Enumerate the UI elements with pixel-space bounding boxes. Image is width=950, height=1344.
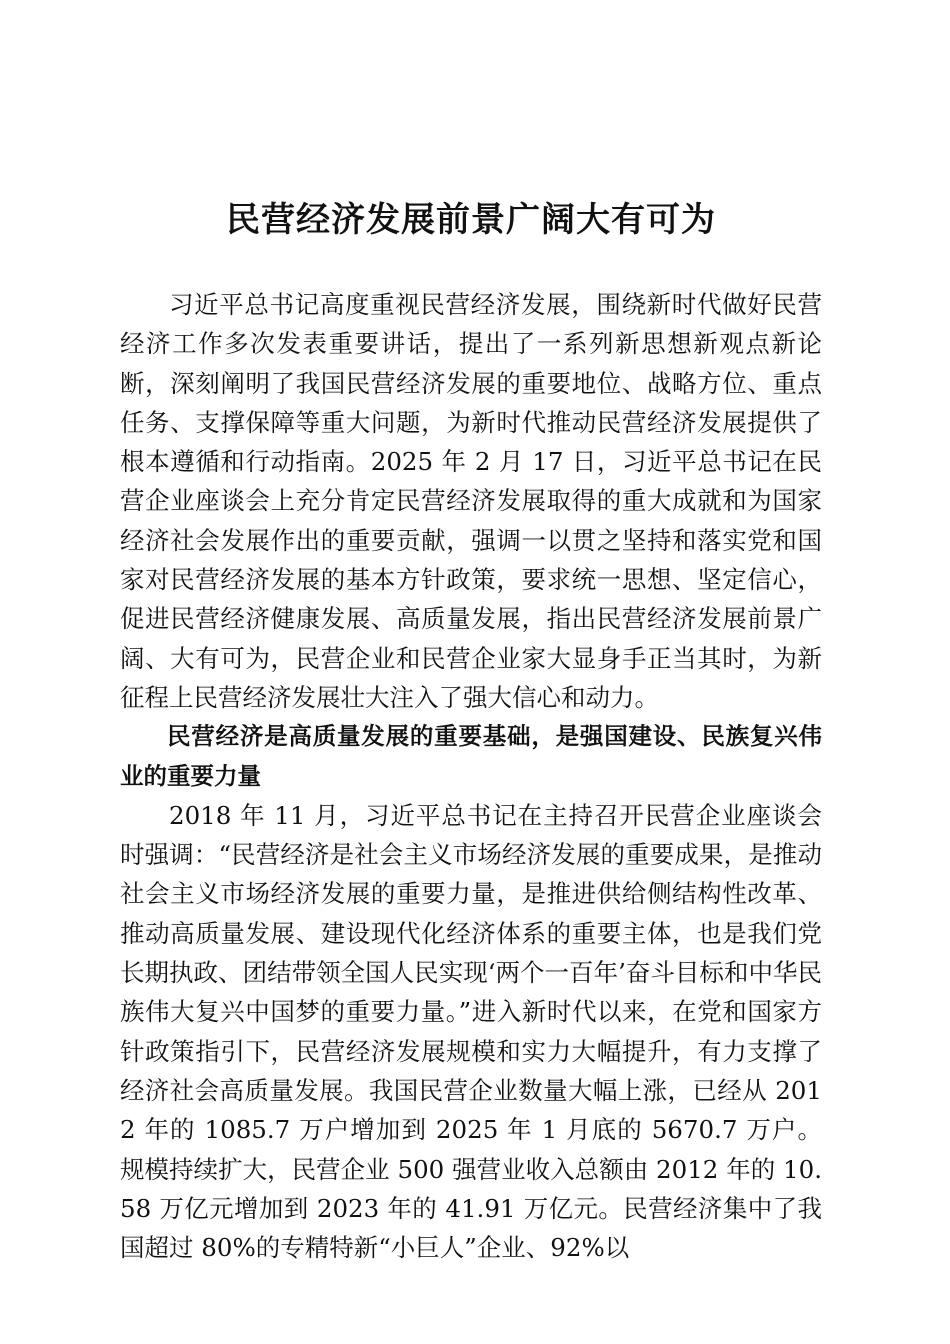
document-title: 民营经济发展前景广阔大有可为 [226, 200, 716, 240]
document-body [120, 285, 822, 1267]
section-paragraph: 2018 年 11 月，习近平总书记在主持召开民营企业座谈会时强调：“民营经济是社会主义市场经济发展的重要成果，是推动社会主义市场经济发展的重要力量，是推进供给侧结构性改革、推动高质量发展、建设现代化经济体系的重要主体，也是我们党长期执政、团结带领全国人民实现‘两个一百年’奋斗目标和中华民族伟大复兴中国梦的重要力量。”进入新时代以来，在党和国家方针政策指引下，民营经济发展规模和实力大幅提升，有力支撑了经济社会高质量发展。我国民营企业数量大幅上涨，已经从 2012 年的 1085.7 万户增加到 2025 年 1 月底的 5670.7 万户。规模持续扩大，民营企业 500 强营业收入总额由 2012 年的 10.58 万亿元增加到 2023 年的 41.91 万亿元。民营经济集中了我国超过 80%的专精特新“小巨人”企业、92%以 [120, 800, 822, 1263]
intro-paragraph: 习近平总书记高度重视民营经济发展，围绕新时代做好民营经济工作多次发表重要讲话，提出了一系列新思想新观点新论断，深刻阐明了我国民营经济发展的重要地位、战略方位、重点任务、支撑保障等重大问题，为新时代推动民营经济发展提供了根本遵循和行动指南。2025 年 2 月 17 日，习近平总书记在民营企业座谈会上充分肯定民营经济发展取得的重大成就和为国家经济社会发展作出的重要贡献，强调一以贯之坚持和落实党和国家对民营经济发展的基本方针政策，要求统一思想、坚定信心，促进民营经济健康发展、高质量发展，指出民营经济发展前景广阔、大有可为，民营企业和民营企业家大显身手正当其时，为新征程上民营经济发展壮大注入了强大信心和动力。 [120, 290, 822, 712]
section-heading: 民营经济是高质量发展的重要基础，是强国建设、民族复兴伟业的重要力量 [120, 722, 822, 790]
